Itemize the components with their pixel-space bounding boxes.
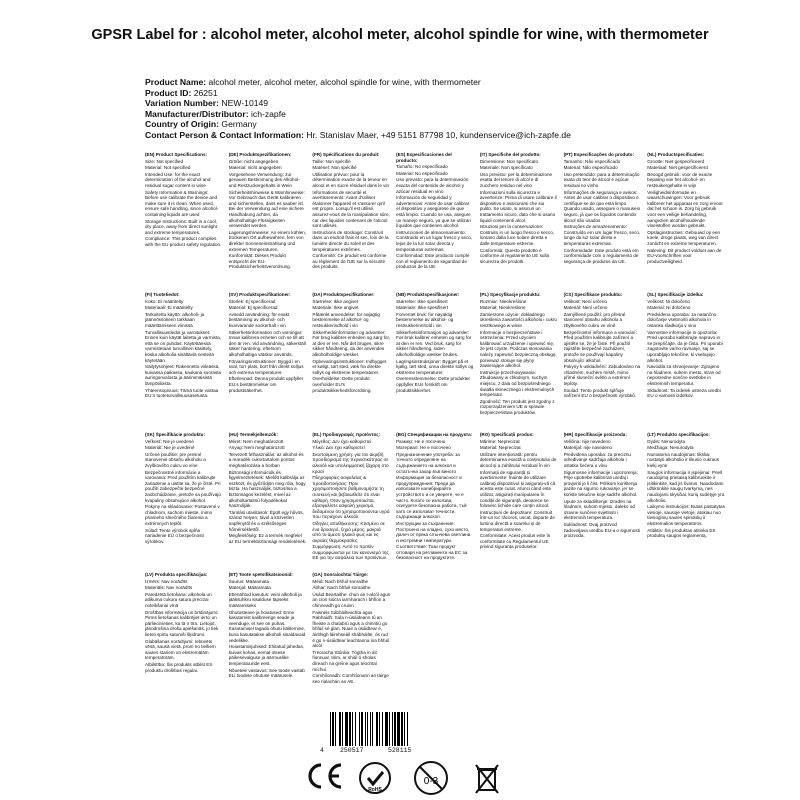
language-line: Velikost: Ni določeno [647, 298, 690, 304]
language-line: Størrelse: Ikke spesifisert [396, 298, 448, 304]
language-line: Informações de segurança e avisos: Antes de usar calibrar o dispositivo e certifique-se de que está limpo. Quando usado, assegure o manuseio seguro, já que os líquidos contendo álcool são usados [563, 189, 641, 223]
language-line: Ettenähtud kasutus: veini alkoholi ja jääksuhkru sisalduse täpseks määramiseks [228, 591, 302, 608]
language-line: Bezpečnostné informácie a varovania: Pred použitím kalibrujte zariadenie a uistite sa, že je čisté. Pri použití zabezpečte bezpečné zaobchádzanie, pretože sa používajú kvapaliny obsahujúce alkohol. [145, 469, 221, 503]
language-line: Súlad: Tento výrobok spĺňa nariadenie EÚ o bezpečnosti výrobkov. [145, 527, 204, 544]
language-block [312, 292, 390, 432]
language-line: Atitiktis: Šis produktas atitinka ES produktų saugos reglamentą. [647, 527, 716, 539]
age-0-3-warning-icon [412, 759, 450, 797]
language-line: Tamaño: No especificado [396, 164, 448, 170]
language-heading: (IT) Specifiche del prodotto: [479, 152, 541, 157]
language-line: Informații de siguranță și avertismente: Înainte de utilizare calibrați dispozitivul și asigurați-vă că acesta este curat. Atunci când este utilizat, asigurați manipularea în condiții de siguranță, deoarece se folosesc lichide care conțin alcool. [479, 469, 556, 509]
language-heading: (ES) Especificaciones del producto: [396, 152, 452, 163]
language-line: Matériel: Non spécifié [312, 165, 357, 171]
language-line: Beoogd gebruik: voor de exacte bepaling van het alcohol- en restsuikergehalte in wijn [647, 171, 713, 188]
barcode-bar [372, 712, 373, 746]
language-line: Sigurnosne informacije i upozorenja: Prije upotrebe kalibrirati uređaj i provjeriti je li čist. Prilikom korištenja pazite na sigurno rukovanje, jer se koriste tekućine koje sadrže alkohol. [563, 469, 638, 497]
language-heading: (SL) Specifikacije izdelka: [647, 292, 704, 297]
barcode-bar [365, 712, 366, 746]
language-line: Uso pretendido: para a determinação exata do teor de álcool e açúcar residual no vinho [563, 171, 640, 188]
barcode [318, 712, 433, 756]
language-line: Suurus: Määramata [228, 578, 270, 584]
language-line: Yhteensopivuus: Tämä tuote vastaa EU:n tuoteturvallisuusasetusta. [145, 387, 219, 399]
barcode-bar [392, 712, 393, 746]
info-label: Manufacturer/Distributor: [145, 108, 249, 119]
rohs-icon [357, 760, 393, 796]
info-row-country [145, 119, 745, 130]
barcode-bar [385, 712, 388, 746]
info-value: Germany [221, 119, 257, 129]
language-line: Méret: Nem meghatározott [228, 438, 284, 444]
barcode-right-digits: 528115 [388, 747, 412, 754]
language-line: Pokyny na skladovanie: Postavené v chladnom, suchom mieste, mimo priameho slnečného žiarenia a extrémnych teplôt. [145, 504, 220, 526]
language-line: Hoiustamisjuhised: Ehitatud jahedas, kuivas kohas, eemal otsese päikesevalguse ja äärmuslike temperatuuride eest. [228, 644, 305, 666]
language-line: Material: Neprecizat [479, 445, 521, 451]
language-line: Safety Information & Warnings: Before use calibrate the device and make sure it is clean. When used, ensure safe handling, since alcohol-containing liquids are used [145, 189, 219, 217]
language-line: Sikkerhetsinformasjon og advarsler: Før bruk kalibrer enheten og sørg for at den er ren. Ved bruk, sørg for sikker håndtering, siden alkoholholdige væsker brukes. [396, 329, 472, 357]
language-line: Utilizare intenționată: pentru determinarea exactă a conținutului de alcool și a zahărului rezidual în vin [479, 451, 557, 468]
info-value: Hr. Stanislav Maer, +49 5151 87798 10, kundenservice@ich-zapfe.de [306, 129, 571, 140]
language-block [145, 572, 223, 712]
product-info [145, 77, 745, 140]
language-heading: (NB) Produktspesifikasjoner: [396, 292, 460, 297]
language-line: Izmērs: Nav norādīts [145, 578, 188, 584]
language-line: Dydis: Nenurodyta [647, 438, 686, 444]
language-line: Koko: Ei määritelty [145, 298, 184, 304]
language-line: Sikkerhedsinformation og advarsler: Før brug kalibrer enheden og sørg for, at den er ren. Når det bruges, sikre sikker håndtering, da der anvendes alkoholholdige væsker. [312, 329, 391, 357]
language-heading: (SK) Špecifikácie produktu: [145, 432, 205, 437]
barcode-bar [342, 712, 343, 746]
language-block [145, 432, 223, 572]
language-line: Συμμόρφωση: Αυτό το προϊόν συμμορφώνεται με τον κανονισμό της ΕΕ για την ασφάλεια των προϊόντων. [312, 544, 389, 561]
language-line: Instrucciones de almacenamiento: Construido en un lugar fresco y seco, lejos de la luz solar directa y temperaturas extremas. [396, 229, 473, 252]
language-heading: (DA) Produktspecifikationer: [312, 292, 375, 297]
language-line: Tervezett felhasználás: az alkohol és a maradék cukortartalom pontos meghatározása a borban [228, 451, 304, 468]
language-block [145, 292, 223, 432]
language-line: Conformitate: Acest produs este în conformitate cu Regulamentul UE privind siguranța produselor. [479, 533, 551, 550]
language-line: Sicherheitshinweise & Warnhinweise: Vor Gebrauch das Gerät kalibrieren und sicherstellen, dass es sauber ist. Bei der Verwendung auf eine sichere Handhabung achten, da alkoholhaltige Flüssigkeiten verwendet werden. [228, 189, 305, 229]
info-row-product-name [145, 77, 745, 88]
language-line: Materiál: Nie je uvedené [145, 445, 195, 451]
language-line: Información de seguridad y advertencias: Antes de usar calibrar el dispositivo y asegúrese de que está limpio. Cuando se usa, asegure un manejo seguro, ya que se utilizan líquidos que contienen alcohol. [396, 195, 471, 229]
language-line: Nõuetele vastavus: See toode vastab ELi toodete ohutuse määrusele. [228, 667, 305, 679]
info-value: alcohol meter, alcohol meter, alcohol spindle for wine, with thermometer [208, 77, 481, 87]
language-line: Påtænkt anvendelse: for nøjagtig bestemmelse af alkohol- og restsukkerindhold i vin [312, 311, 380, 328]
language-line: Grootte: Niet gespecificeerd [647, 158, 705, 164]
language-line: Tamanho: Não especificado [563, 158, 621, 164]
language-line: Materiale: Ikke spesifisert [396, 305, 448, 311]
info-value: NEW-10149 [221, 98, 269, 108]
barcode-bar [389, 712, 390, 746]
language-line: Conformidade: Este produto está em conformidade com o regulamento de segurança de produtos da UE. [563, 247, 639, 264]
language-heading: (BG) Спецификации на продукта: [396, 432, 473, 437]
language-line: Naleving: Dit product voldoet aan de EU-voorschriften voor productveiligheid. [647, 247, 722, 264]
barcode-bar [370, 712, 371, 746]
barcode-bar [382, 712, 383, 746]
language-heading: (HU) Termékjellemzők: [228, 432, 278, 437]
language-line: Istruzioni per la conservazione: Costruito in un luogo fresco e secco, lontano dalla luce solare diretta e dalle temperature estreme. [479, 224, 555, 246]
language-block [229, 292, 307, 432]
language-line: Material: Not specified [145, 165, 191, 171]
barcode-lead-digit: 4 [320, 747, 324, 754]
language-heading: (FI) Tuotetiedot: [145, 292, 180, 297]
language-heading: (LT) Produkto specifikacijos: [647, 432, 710, 437]
age-label: 0-3 [423, 776, 439, 787]
language-line: Material: Ej specificerad [228, 305, 278, 311]
language-heading: (RO) Specificații produs: [479, 432, 534, 437]
language-line: Treoracha Stórála: Tógtha in áit fionnuar, tirim, ar shiúl ó sholas díreach na gréine agus teochtaí míchuí. [312, 649, 378, 672]
language-line: Veiligheidsinformatie en waarschuwingen: Voor gebruik kalibreer het apparaat en zorg ervoor dat het schoon is. Zorg bij gebruik voor een veilige behandeling, aangezien alcoholhoudende vloeistoffen worden gebruikt. [647, 189, 723, 229]
barcode-bar [352, 712, 353, 746]
language-line: Faisnéis Sábháilteachta agus Rabhaidh: Sula n-úsáideann tú an fheiste a chalabrú agus a chinntiú go bhfuil sé glan. Nuair a úsáidtear é, áirithigh láimhseáil shábháilte, ós rud é go n-úsáidtear leachtanna ina bhfuil alcól [312, 609, 390, 649]
language-heading: (PT) Especificações do produto: [563, 152, 635, 157]
language-line: Compliance: This product complies with the EU product safety regulation. [145, 236, 222, 247]
language-line: Medžiaga: Nenurodyta [647, 445, 694, 451]
language-line: Storlek: Ej specificerad [228, 298, 276, 304]
language-line: Opslaginstructies: Gebouwd op een koele, droge plaats, weg van direct zonlicht en extreme temperaturen. [647, 229, 721, 246]
info-row-product-id [145, 88, 745, 99]
language-line: Materiale: Non specificato [479, 165, 533, 171]
info-label: Variation Number: [145, 98, 220, 108]
language-line: Atbilstība: Šis produkts atbilst ES produktu drošības regulai. [145, 661, 213, 673]
language-line: Veľkosť: Nie je uvedené [145, 438, 194, 444]
language-block [312, 152, 390, 292]
language-line: Forventet bruk: for nøyaktig bestemmelse av alkohol- og restsukkerinnhold i vin [396, 311, 454, 328]
language-specifications-grid [145, 152, 725, 712]
language-line: Предназначение употреба: за точното определяне на съдържанието на алкохол и остатъчна захар във виното [396, 451, 460, 474]
language-line: Predviđena uporaba: za preciznu određivanje sadržaja alkohola i ostatka šećera u vinu [563, 451, 631, 468]
language-line: Größe: nicht angegeben [228, 158, 279, 164]
language-line: Size: Not specified [145, 158, 184, 164]
language-heading: (PL) Specyfikacje produktu: [479, 292, 541, 297]
language-line: Overensstemmelse: Dette produktet oppfyller EUs forskrift om produktsikkerhet. [396, 376, 470, 393]
barcode-bar [376, 712, 378, 746]
language-block [145, 152, 223, 292]
language-line: Vorgesehene Verwendung: zur genauen Bestimmung des Alkohol- und Restzuckergehalts in Wein [228, 171, 300, 188]
language-heading: (SV) Produktspecifikationer: [228, 292, 291, 297]
language-block [647, 152, 725, 292]
language-line: Material: Ni določeno [647, 305, 691, 311]
language-line: Lagringsinstruksjoner: Bygget på et kjølig, tørt sted, unna direkte sollys og ekstreme temperaturer. [396, 358, 474, 375]
language-block [312, 572, 390, 712]
barcode-bar [404, 712, 405, 746]
page-title: GPSR Label for : alcohol meter, alcohol meter, alcohol spindle for wine, with thermometer [91, 27, 709, 43]
language-line: Materiał: Nieokreślone [479, 305, 526, 311]
info-label: Product Name: [145, 77, 207, 87]
compliance-icons [0, 756, 800, 800]
language-heading: (LV) Produkta specifikācijas: [145, 572, 208, 577]
ce-mark-icon [304, 762, 344, 790]
language-line: Material: No especificado [396, 170, 448, 176]
language-line: Съответствие: Този продукт отговаря на регламента на ЕС за безопасност на продуктите. [396, 544, 468, 561]
barcode-bar [330, 712, 331, 746]
language-block [312, 432, 390, 572]
language-line: Инструкции за съхранение: Построено на хладно, сухо място, далеч от пряка слънчева светлина и екстремни температури. [396, 520, 471, 543]
barcode-bar [394, 712, 396, 746]
language-line: Conformité: Ce produit est conforme au règlement de l'UE sur la sécurité des produits. [312, 253, 387, 270]
language-line: Skladnost: Ta izdelek ustreza uredbi EU o varnosti izdelkov. [647, 387, 721, 399]
language-block [229, 152, 307, 292]
language-line: Určené použitie: pre presné stanovenie obsahu alkoholu a zvyškového cukru vo víne [145, 451, 206, 468]
language-line: Veličina: nije navedeno [563, 438, 611, 444]
language-line: Comhlíonadh: Comhlíonann an táirge seo rialachán an AE. [312, 673, 389, 684]
language-line: Efterlevnad: Denna produkt uppfyller EU:s bestämmelser om produktsäkerhet. [228, 376, 304, 393]
language-line: Zamýšlené použití: pro přesné stanovení obsahu alkoholu a zbytkového cukru ve víně [563, 311, 626, 328]
language-heading: (CS) Specifikace produktu: [563, 292, 623, 297]
language-line: Material: nicht angegeben [228, 165, 282, 171]
language-line: Материал: Не е посочено [396, 445, 451, 451]
barcode-bar [401, 712, 403, 746]
language-line: Navodila za shranjevanje: Zgrajeno na hladnem, suhem mestu, stran od neposredne sončne svetlobe in ekstremnih temperatur. [647, 364, 721, 386]
language-line: Conformidad: Este producto cumple con el reglamento de seguridad de productos de la UE. [396, 253, 470, 270]
language-line: Lagerungshinweise: An einem kühlen, trockenen Ort aufbewahren, fern von direkter Sonneneinstrahlung und extremen Temperaturen. [228, 229, 307, 252]
info-row-variation-number [145, 98, 745, 109]
language-block [480, 152, 558, 292]
language-line: Uso previsto: para la determinación exacta del contenido de alcohol y azúcar residual en vino [396, 177, 469, 194]
language-block [564, 292, 642, 432]
barcode-bar [345, 712, 348, 746]
language-line: Instructions de stockage: Construit dans un endroit frais et sec, loin de la lumière directe du soleil et des températures extrêmes. [312, 229, 389, 252]
language-line: Οδηγίες αποθήκευσης: Κτισμένο σε ένα δροσερό, ξηρό μέρος, μακριά από το άμεσο ηλιακό φως και τις ακραίες θερμοκρασίες. [312, 520, 385, 543]
language-line: Méid: Nach bhfuil sonraithe [312, 578, 369, 584]
language-block [396, 292, 474, 432]
language-line: Soulad: Tento produkt splňuje nařízení EU o bezpečnosti výrobků. [563, 387, 637, 399]
barcode-bar [361, 712, 363, 746]
language-line: Ohutusteave ja hoiatused: Enne kasutamist kalibreerige seade ja veenduge, et see on puhas. Kasutamisel tagada ohutu käitlemine, kuna kasutatakse alkoholi sisaldavaid vedelikke. [228, 609, 306, 643]
language-line: Material: Não especificado [563, 165, 618, 171]
barcode-bar [367, 712, 368, 746]
language-line: Tarkoitettu käyttö: alkoholi- ja jäännössokerin tarkkaan määrittämiseen viinissä [145, 311, 205, 328]
language-line: Størrelse: Ikke angivet [312, 298, 359, 304]
language-line: Sukladnost: Ovaj proizvod zadovoljava uredbu EU-a o sigurnosti proizvoda. [563, 521, 640, 539]
language-line: Mărime: Neprecizat [479, 438, 520, 444]
language-block [396, 432, 474, 572]
language-heading: (HR) Specifikacije proizvoda: [563, 432, 627, 437]
barcode-bar [335, 712, 336, 746]
language-line: Drošības informācija un brīdinājumi: Pirms lietošanas kalibrējiet ierīci un pārliecinieties, ka tā ir tīra. Lietojot, jānodrošina droša apiešanās, jo tiek lietoti spirtu saturoši šķidrumi. [145, 609, 219, 637]
language-heading: (EL) Προδιαγραφές προϊόντος: [312, 432, 381, 437]
language-line: Turvallisuustiedot ja varoitukset: Ennen kuin käytät laitetta ja varmista, että se on puhdas. Käytettäessä varmistetaan turvallinen käsittely, koska alkoholia sisältäviä nesteitä käytetään. [145, 329, 222, 363]
language-block [647, 292, 725, 432]
language-line: Saugos informacija ir įspėjimai: Prieš naudojimą prietaisą kalibruokite ir įsitikinkite, kad jis švarus. Naudodami užtikrinkite saugų tvarkymą, nes naudojami skysčiai, kurių sudėtyje yra alkoholio. [647, 469, 725, 503]
language-line: Overholdelse: Dette produkt overholder EU's produktsikkerhedsforordning. [312, 376, 372, 393]
language-line: Πληροφορίες ασφαλείας & προειδοποιήσεις: Πριν χρησιμοποιήσετε βαθμονομήστε τη συσκευή και βεβαιωθείτε ότι είναι καθαρή. Όταν χρησιμοποιείται, εξασφαλίστε ασφαλή χειρισμό, δεδομένου ότι χρησιμοποιούνται υγρά που περιέχουν αλκοόλ. [312, 475, 390, 520]
language-block [647, 432, 725, 572]
language-line: Anyag: Nem meghatározott [228, 445, 285, 451]
info-label: Contact Person & Contact Information: [145, 129, 304, 140]
language-line: Úsáid Beartaithe: chun an t-alcól agus an cion siúcra iarmharach i bhfíon a chinneadh go cruinn [312, 591, 391, 608]
barcode-bar [397, 712, 400, 746]
barcode-bar [355, 712, 356, 746]
language-line: Zamierzone użycie: dokładnego określenia zawartości alkoholu i cukru resztkowego w winie [479, 311, 557, 328]
language-line: Utilisation prévue: pour la détermination exacte de la teneur en alcool et en sucre résiduel dans le vin [312, 171, 390, 188]
barcode-bar [332, 712, 334, 746]
barcode-bar [349, 712, 351, 746]
svg-text:RoHS: RoHS [368, 787, 382, 793]
language-line: Taille: Non spécifié [312, 158, 351, 164]
language-line: Rozmiar: Nieokreślone [479, 298, 527, 304]
language-heading: (EN) Product Specifications: [145, 152, 208, 157]
language-line: Laikymo instrukcijos: Butas pastatytas vėsioje, sausoje vietoje, atokiau nuo tiesioginių saulės spindulių ir ekstremalios temperatūros. [647, 504, 725, 526]
barcode-bar [339, 712, 341, 746]
language-heading: (FR) Spécifications du produit: [312, 152, 380, 157]
language-line: Megfelelőség: Ez a termék megfelel az EU termékbiztonsági rendeletének. [228, 533, 307, 544]
language-line: Bezpečnostní informace a varování: Před použitím kalibrujte zařízení a ujistěte se, že je čisté. Při použití zajistěte bezpečné zacházení, protože se používají kapaliny obsahující alkohol. [563, 329, 637, 363]
language-line: Predvidena uporaba: za natančno določanje vsebnosti alkohola in ostanka sladkorja v vinu [647, 311, 717, 328]
language-line: Velikost: Není určeno [563, 298, 607, 304]
language-line: Μέγεθος: Δεν έχει καθοριστεί [312, 438, 372, 444]
language-line: Σκοπούμενη χρήση: για τον ακριβή προσδιορισμό της περιεκτικότητας σε αλκοόλ και υπολειμματική ζάχαρη στο κρασί [312, 451, 389, 474]
language-line: Conformità: Questo prodotto è conforme al regolamento UE sulla sicurezza dei prodotti. [479, 247, 550, 264]
language-line: Instruções de armazenamento: Construído em um lugar fresco, seco, longe da luz solar direta e temperaturas extremas. [563, 224, 641, 246]
language-line: Materiāls: Nav norādīts [145, 585, 193, 591]
language-block [229, 572, 307, 712]
language-line: Tárolási utasítások: Épült egy hűvös, száraz helyen, távol a közvetlen napfénytől és a szélsőséges hőmérséklettől. [228, 509, 304, 532]
language-line: Numatoma naudojimas: tiksliai nustatyti alkoholio ir likusio cukraus kiekį vyne [647, 451, 720, 468]
language-block [564, 432, 642, 572]
info-value: 26251 [193, 87, 218, 98]
language-line: Informations de sécurité et avertissements: Avant d'utiliser étalonner l'appareil et s'assurer qu'il est propre. Lorsqu'il est utilisé, assurez-vous de la manipulation sûre, car des liquides contenant de l'alcool sont utilisés. [312, 189, 390, 229]
language-heading: (DE) Produktspezifikationen: [228, 152, 292, 157]
language-line: Uso previsto: per la determinazione esatta del tenore di alcol e di zucchero residuo nel vino [479, 171, 553, 188]
recycling-bin-icon [472, 760, 502, 796]
language-line: Materiaal: Niet gespecificeerd [647, 165, 708, 171]
language-line: Pokyny k uskladnění: Zabudováno na chladném, suchém místě, mimo přímé sluneční světlo a extrémní teploty. [563, 364, 641, 386]
info-label: Country of Origin: [145, 119, 219, 129]
language-line: Säilytysohjeet: Rakennettu viileässä, kuivassa paikassa, kaukana suorasta auringonvalosta ja äärimmäisistä lämpötiloista. [145, 364, 222, 386]
language-line: Zgodność: Ten produkt jest zgodny z rozporządzeniem UE w sprawie bezpieczeństwa produktów. [479, 398, 555, 415]
barcode-bars [330, 712, 432, 746]
language-block [564, 152, 642, 292]
info-row-contact [145, 130, 745, 141]
language-line: Konformität: Dieses Produkt entspricht der EU-Produktsicherheitsverordnung. [228, 253, 292, 270]
language-block [229, 432, 307, 572]
language-line: Paredzētā lietošana: alkohola un atlikuma cukura satura precīzai noteikšanai vīnā [145, 591, 212, 608]
info-value: ich-zapfe [251, 108, 286, 119]
language-block [480, 292, 558, 432]
language-line: Varnostne informacije in opozorila: Pred uporabo kalibrirajte napravo in se prepričajte, da je čista. Pri uporabi zagotovite varno ravnanje, saj se uporabljajo tekočine, ki vsebujejo alkohol. [647, 329, 723, 363]
language-line: Materiaali: Ei määritelty [145, 305, 193, 311]
language-line: Säkerhetsinformation och varningar: Innan kalibrera enheten och se till att den är ren. Vid användning, säkerställ säker hantering, eftersom alkoholhaltiga vätskor används. [228, 329, 306, 357]
language-line: Opbevaringsinstruktioner: Indbygget et køligt, tørt sted, væk fra direkte sollys og ekstreme temperaturer. [312, 358, 387, 375]
language-line: Materijal: nije navedeno [563, 445, 613, 451]
language-line: Ábhar: Nach bhfuil sonraithe [312, 585, 371, 591]
info-label: Product ID: [145, 87, 192, 98]
language-block [480, 432, 558, 572]
language-line: Förvaringsinstruktioner: Byggd i en sval, torr plats, bort från direkt solljus och extrema temperaturer. [228, 358, 304, 375]
barcode-bar [407, 712, 408, 746]
language-heading: (ET) Toote spetsifikatsioonid: [228, 572, 293, 577]
barcode-bar [359, 712, 360, 746]
language-line: Dimensione: Non specificato [479, 158, 539, 164]
language-line: Glabāšanas norādījumi: Iebūvēts vēsā, sausā vietā, prom no tiešiem saules stariem un ekstremālām temperatūrām. [145, 638, 216, 661]
language-line: Biztonsági információk és figyelmeztetések: Mielőtt kalibrálja az eszközt, és győződjön meg róla, hogy tiszta. Ha használják, biztosítsa a biztonságos kezelést, mivel az alkoholtartalmú folyadékokat használják. [228, 469, 306, 509]
language-line: Informazioni sulla sicurezza e avvertenze: Prima di usare calibrare il dispositivo e assicurarsi che sia pulito. Se usato, si assicuri un trattamento sicuro, dato che si usano liquidi contenenti alcol. [479, 189, 557, 223]
language-line: Materiale: Ikke angivet [312, 305, 359, 311]
language-line: Upute za skladištenje: Izrađen na hladnom, suhom mjestu, daleko od izravne sunčeve svjetlosti i ekstremnih temperatura. [563, 498, 635, 521]
language-line: Размер: Не е посочено [396, 438, 446, 444]
language-line: Informacje o bezpieczeństwie i ostrzeżenia: Przed użyciem kalibrować urządzenie i upewnić się, że jest czyste. Podczas stosowania należy zapewnić bezpieczną obsługę, ponieważ stosuje się płyny zawierające alkohol. [479, 329, 557, 369]
language-line: Instrucțiuni de depozitare: Construit într-un loc răcoros, uscat, departe de lumina directă a soarelui și de temperaturi extreme. [479, 509, 555, 532]
barcode-bar [379, 712, 380, 746]
language-heading: (NL) Productspecificaties: [647, 152, 705, 157]
language-line: Materiál: Není určeno [563, 305, 608, 311]
language-heading: (GA) Sonraíochtaí Táirge: [312, 572, 369, 577]
language-line: Materjal: Määramata [228, 585, 271, 591]
info-row-manufacturer [145, 109, 745, 120]
barcode-left-digits: 250517 [340, 747, 364, 754]
language-line: Информация за безопасност и предупреждения: Преди да използвате калибрирайте устройството и се уверете, че е чисто. Когато се използва, осигурете безопасна работа, тъй като се използват течности, съдържащи алкохол. [396, 475, 467, 520]
language-line: Avsedd användning: för exakt bestämning av alkohol- och kvarvarande sockerhalt i vin [228, 311, 290, 328]
language-line: Storage Instructions: Built in a cool, dry place, away from direct sunlight and extreme temperatures. [145, 218, 218, 235]
language-block [396, 152, 474, 292]
language-line: Υλικό: Δεν έχει καθοριστεί [312, 445, 365, 451]
language-line: Instrukcje przechowywania: Zbudowany w chłodnym, suchym miejscu, z dala od bezpośredniego światła słonecznego i ekstremalnych temperatur. [479, 369, 555, 398]
language-line: Intended Use: for the exact determination of the alcohol and residual sugar content in wine [145, 171, 211, 188]
